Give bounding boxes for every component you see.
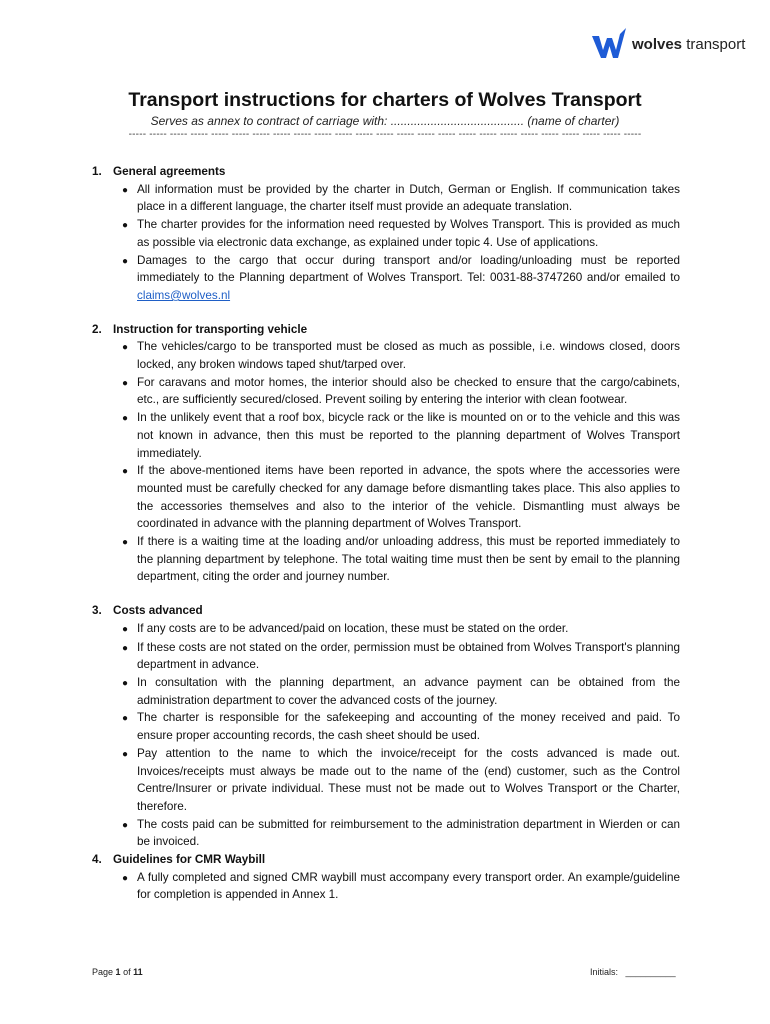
list-item: ● If the above-mentioned items have been reported in advance, the spots where the accessories were mounted must be carefully checked for any damage before dismantling takes place. This also applies to the accessories themselves and also to the interior of the vehicle. Dismantling must always be coordinated in advance with the planning department of Wolves Transport. — [92, 462, 680, 533]
section-cmr-waybill — [92, 851, 680, 904]
bullet-icon: ● — [121, 413, 129, 425]
company-logo — [590, 24, 745, 64]
section-heading: General agreements — [113, 165, 226, 178]
list-item: ● If any costs are to be advanced/paid on location, these must be stated on the order. — [92, 620, 680, 639]
bullet-icon: ● — [121, 677, 129, 689]
bullet-icon: ● — [121, 255, 129, 267]
bullet-icon: ● — [121, 748, 129, 760]
section-heading: Guidelines for CMR Waybill — [113, 853, 266, 867]
bullet-icon: ● — [121, 220, 129, 232]
bullet-icon: ● — [121, 377, 129, 389]
list-item: ● The charter is responsible for the safekeeping and accounting of the money received and paid. To ensure proper accounting records, the cash sheet should be used. — [92, 709, 680, 744]
list-item: ● The vehicles/cargo to be transported must be closed as much as possible, i.e. windows closed, doors locked, any broken windows taped shut/tarped over. — [92, 338, 680, 373]
section-number: 2. — [92, 322, 102, 336]
list-item: ● For caravans and motor homes, the interior should also be checked to ensure that the cargo/cabinets, etc., are sufficiently secured/closed. Prevent soiling by entering the interior with clean footwear. — [92, 374, 680, 409]
bullet-icon: ● — [121, 872, 129, 884]
section-transport-vehicle — [92, 321, 680, 587]
bullet-icon: ● — [121, 623, 129, 635]
list-item: ● The costs paid can be submitted for reimbursement to the administration department in Wierden or can be invoiced. — [92, 816, 680, 851]
initials-field: Initials: __________ — [590, 967, 676, 977]
document-subtitle: Serves as annex to contract of carriage with: ........................................ (name of charter) — [150, 114, 620, 128]
list-item: ● If there is a waiting time at the loading and/or unloading address, this must be reported immediately to the planning department by telephone. The total waiting time must then be sent by email to the planning department, citing the order and journey number. — [92, 533, 680, 586]
divider-line: ----- ----- ----- ----- ----- ----- ----- ----- ----- ----- ----- ----- ----- ----- ----- ----- ----- ----- ----- ----- ----- ----- ----- ----- ----- — [128, 129, 642, 140]
section-number: 4. — [92, 853, 102, 867]
logo-wordmark: wolves transport — [632, 35, 746, 53]
list-item: ● All information must be provided by the charter in Dutch, German or English. If communication takes place in a different language, the charter itself must provide an adequate translation. — [92, 181, 680, 216]
bullet-icon: ● — [121, 466, 129, 478]
document-body — [92, 163, 680, 904]
section-heading: Instruction for transporting vehicle — [113, 322, 308, 336]
bullet-icon: ● — [121, 537, 129, 549]
section-heading: Costs advanced — [113, 604, 203, 618]
bullet-icon: ● — [121, 184, 129, 196]
list-item: ● A fully completed and signed CMR waybill must accompany every transport order. An example/guideline for completion is appended in Annex 1. — [92, 869, 680, 904]
bullet-icon: ● — [121, 642, 129, 654]
page-number: Page 1 of 11 — [92, 967, 143, 977]
section-costs-advanced — [92, 602, 680, 851]
bullet-icon: ● — [121, 713, 129, 725]
list-item: ● If these costs are not stated on the order, permission must be obtained from Wolves Transport's planning department in advance. — [92, 639, 680, 674]
claims-email-link[interactable]: claims@wolves.nl — [137, 288, 231, 302]
document-title: Transport instructions for charters of Wolves Transport — [128, 89, 642, 111]
list-item: ● In consultation with the planning department, an advance payment can be obtained from the administration department to cover the advanced costs of the journey. — [92, 674, 680, 709]
bullet-icon: ● — [121, 819, 129, 831]
section-number: 3. — [92, 604, 102, 618]
bullet-icon: ● — [121, 342, 129, 354]
section-general-agreements — [92, 163, 680, 305]
wolves-logo-icon — [590, 26, 628, 62]
list-item: ● In the unlikely event that a roof box, bicycle rack or the like is mounted on or to the vehicle and this was not known in advance, then this must be reported to the planning department of Wolves Transport immediately. — [92, 409, 680, 462]
section-number: 1. — [92, 165, 102, 178]
list-item: ● Damages to the cargo that occur during transport and/or loading/unloading must be reported immediately to the Planning department of Wolves Transport. Tel: 0031-88-3747260 and/or emailed to claims@wolves.nl — [92, 252, 680, 305]
list-item: ● The charter provides for the information need requested by Wolves Transport. This is provided as much as possible via electronic data exchange, as explained under topic 4. Use of applications. — [92, 216, 680, 251]
list-item: ● Pay attention to the name to which the invoice/receipt for the costs advanced is made out. Invoices/receipts must always be made out to the name of the (end) customer, such as the Control Centre/Insurer or private individual. These must not be made out to Wolves Transport or the Charter, therefore. — [92, 745, 680, 816]
